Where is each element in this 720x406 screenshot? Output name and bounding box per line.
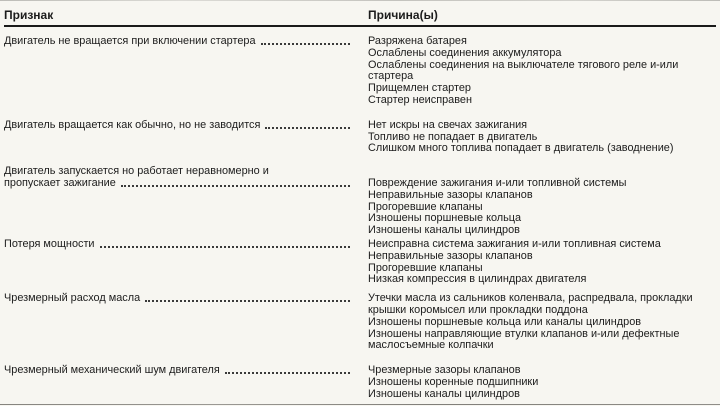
symptom-cell bbox=[4, 36, 352, 107]
cause-item: Слишком много топлива попадает в двигатель (заводнение) bbox=[368, 142, 674, 155]
cause-item: Стартер неисправен bbox=[368, 93, 472, 106]
cause-item: Чрезмерные зазоры клапанов bbox=[368, 364, 521, 377]
symptom-text: Чрезмерный механический шум двигателя bbox=[4, 364, 220, 377]
cause-item: Изношены поршневые кольца bbox=[368, 212, 522, 225]
dot-leader bbox=[265, 120, 350, 129]
symptom-cell bbox=[4, 293, 352, 352]
cause-item: Изношены направляющие втулки клапанов и-или дефектные маслосъемные колпачки bbox=[368, 327, 680, 352]
dot-leader bbox=[145, 293, 350, 302]
table-row bbox=[4, 166, 716, 237]
dot-leader bbox=[225, 365, 350, 374]
symptom-text: пропускает зажигание bbox=[4, 176, 116, 189]
scan-edge-bottom bbox=[0, 404, 720, 405]
cause-item: Низкая компрессия в цилиндрах двигателя bbox=[368, 273, 587, 286]
scan-edge-top bbox=[0, 0, 720, 1]
cause-item: Топливо не попадает в двигатель bbox=[368, 130, 538, 143]
table-row bbox=[4, 120, 716, 155]
cause-item: Изношены коренные подшипники bbox=[368, 375, 539, 388]
symptom-text: Двигатель не вращается при включении стартера bbox=[4, 35, 256, 47]
cause-cell bbox=[368, 36, 716, 107]
symptom-text: Потеря мощности bbox=[4, 237, 95, 250]
cause-item: Неправильные зазоры клапанов bbox=[368, 188, 533, 201]
cause-item: Нет искры на свечах зажигания bbox=[368, 118, 528, 131]
symptom-line bbox=[4, 178, 352, 190]
cause-item: Изношены каналы цилиндров bbox=[368, 224, 520, 237]
table-row bbox=[4, 365, 716, 400]
cause-item: Прогоревшие клапаны bbox=[368, 200, 483, 213]
symptom-line bbox=[4, 239, 352, 251]
table-header-row bbox=[4, 8, 716, 22]
table-row bbox=[4, 239, 716, 286]
symptom-line bbox=[4, 120, 352, 132]
table-body bbox=[4, 36, 716, 401]
cause-item: Неправильные зазоры клапанов bbox=[368, 249, 533, 262]
cause-item: Ослаблены соединения на выключателе тягового реле и-или стартера bbox=[368, 58, 679, 83]
dot-leader bbox=[121, 178, 350, 187]
cause-cell bbox=[368, 120, 716, 155]
cause-item: Изношены поршневые кольца или каналы цилиндров bbox=[368, 315, 642, 328]
table-row bbox=[4, 36, 716, 107]
symptom-line bbox=[4, 293, 352, 305]
cause-cell bbox=[368, 239, 716, 286]
cause-cell bbox=[368, 293, 716, 352]
symptom-cell bbox=[4, 120, 352, 155]
symptom-cell bbox=[4, 166, 352, 237]
column-header-symptom: Признак bbox=[4, 8, 54, 22]
column-header-cause: Причина(ы) bbox=[368, 8, 438, 22]
symptom-text: Двигатель запускается но работает неравномерно и bbox=[4, 165, 269, 178]
cause-item: Повреждение зажигания и-или топливной системы bbox=[368, 176, 627, 189]
cause-cell bbox=[368, 365, 716, 400]
cause-item: Неисправна система зажигания и-или топливная система bbox=[368, 237, 661, 250]
symptom-text: Двигатель вращается как обычно, но не заводится bbox=[4, 118, 261, 131]
header-rule bbox=[4, 25, 716, 27]
symptom-cell bbox=[4, 239, 352, 286]
cause-item: Прищемлен стартер bbox=[368, 82, 471, 95]
cause-item: Разряжена батарея bbox=[368, 35, 467, 47]
symptom-text: Чрезмерный расход масла bbox=[4, 292, 141, 305]
cause-item: Изношены каналы цилиндров bbox=[368, 387, 520, 400]
troubleshooting-table bbox=[4, 8, 716, 401]
dot-leader bbox=[261, 36, 350, 45]
dot-leader bbox=[100, 239, 350, 248]
cause-item: Ослаблены соединения аккумулятора bbox=[368, 46, 562, 59]
symptom-cell bbox=[4, 365, 352, 400]
cause-item: Прогоревшие клапаны bbox=[368, 261, 483, 274]
symptom-line bbox=[4, 365, 352, 377]
table-row bbox=[4, 293, 716, 352]
cause-cell bbox=[368, 166, 716, 237]
cause-item: Утечки масла из сальников коленвала, распредвала, прокладки крышки коромысел или прокладки поддона bbox=[368, 292, 693, 316]
symptom-line bbox=[4, 36, 352, 48]
